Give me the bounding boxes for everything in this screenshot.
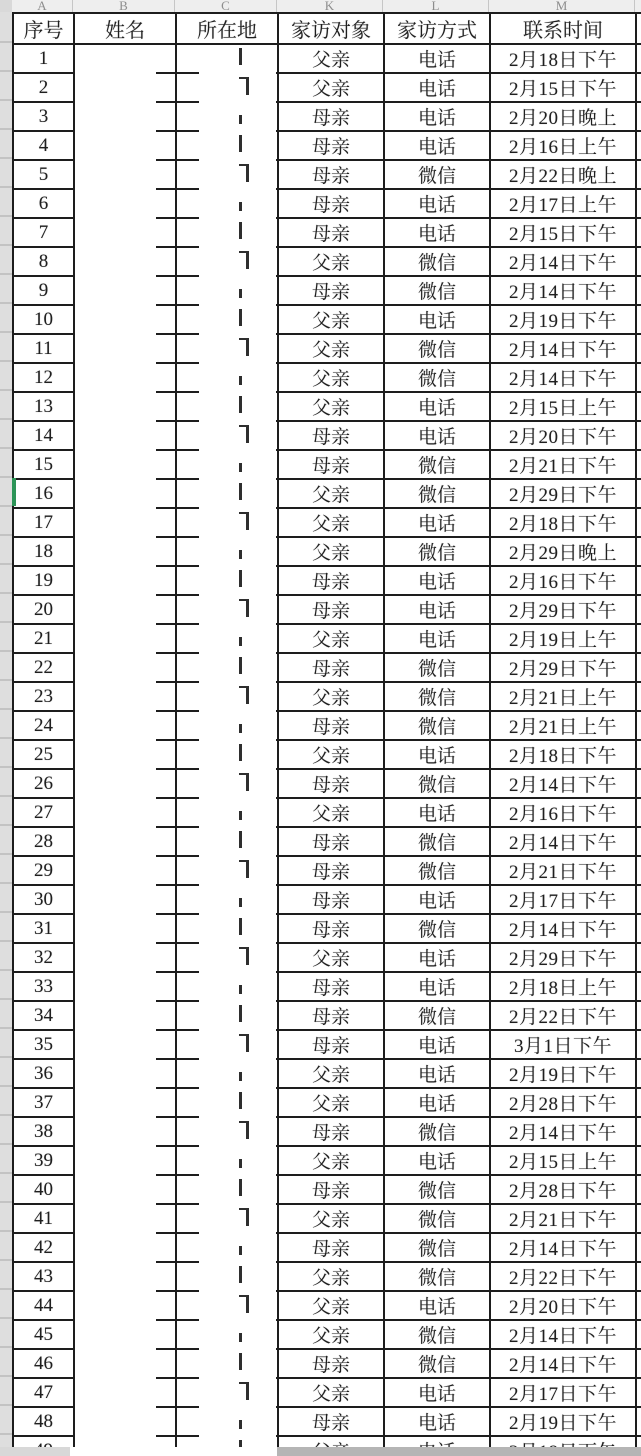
cell-visit-method[interactable]: 电话 <box>384 1291 490 1320</box>
cell-contact-time[interactable]: 2月29日下午 <box>490 653 636 682</box>
cell-visit-target[interactable]: 父亲 <box>278 740 384 769</box>
cell-contact-time[interactable]: 2月29日晚上 <box>490 537 636 566</box>
select-all-corner[interactable] <box>0 0 12 12</box>
cell-row-number[interactable]: 38 <box>13 1117 74 1146</box>
cell-row-number[interactable]: 45 <box>13 1320 74 1349</box>
cell-contact-time[interactable]: 2月14日下午 <box>490 1320 636 1349</box>
header-cell-target[interactable]: 家访对象 <box>278 13 384 44</box>
cell-sliver <box>636 624 641 653</box>
cell-visit-method[interactable]: 电话 <box>384 1378 490 1407</box>
cell-visit-method[interactable]: 电话 <box>384 885 490 914</box>
cell-contact-time[interactable]: 2月28日下午 <box>490 1088 636 1117</box>
cell-row-number[interactable]: 4 <box>13 131 74 160</box>
cell-visit-target[interactable]: 母亲 <box>278 1030 384 1059</box>
cell-contact-time[interactable]: 2月21日下午 <box>490 450 636 479</box>
cell-visit-method[interactable]: 微信 <box>384 827 490 856</box>
cell-sliver <box>636 1204 641 1233</box>
cell-visit-method[interactable]: 电话 <box>384 44 490 73</box>
cell-sliver <box>636 1378 641 1407</box>
cell-visit-target[interactable]: 母亲 <box>278 1175 384 1204</box>
cell-visit-target[interactable]: 父亲 <box>278 305 384 334</box>
cell-visit-target[interactable]: 母亲 <box>278 566 384 595</box>
cell-row-number[interactable]: 10 <box>13 305 74 334</box>
cell-visit-target[interactable]: 父亲 <box>278 624 384 653</box>
selection-indicator <box>12 478 16 506</box>
cell-visit-target[interactable]: 父亲 <box>278 682 384 711</box>
cell-sliver <box>636 798 641 827</box>
cell-contact-time[interactable]: 2月14日下午 <box>490 827 636 856</box>
cell-sliver <box>636 1349 641 1378</box>
cell-visit-target[interactable]: 母亲 <box>278 131 384 160</box>
cell-row-number[interactable]: 37 <box>13 1088 74 1117</box>
cell-visit-target[interactable]: 母亲 <box>278 421 384 450</box>
cell-sliver <box>636 595 641 624</box>
cell-contact-time[interactable]: 2月14日下午 <box>490 1233 636 1262</box>
cell-contact-time[interactable]: 2月22日下午 <box>490 1262 636 1291</box>
cell-row-number[interactable]: 36 <box>13 1059 74 1088</box>
cell-contact-time[interactable]: 2月20日下午 <box>490 421 636 450</box>
cell-contact-time[interactable]: 2月18日上午 <box>490 972 636 1001</box>
cell-visit-target[interactable]: 父亲 <box>278 247 384 276</box>
cell-visit-method[interactable]: 电话 <box>384 740 490 769</box>
cell-visit-target[interactable]: 母亲 <box>278 102 384 131</box>
cell-visit-target[interactable]: 父亲 <box>278 1291 384 1320</box>
cell-row-number[interactable]: 24 <box>13 711 74 740</box>
cell-visit-target[interactable]: 母亲 <box>278 653 384 682</box>
cell-visit-method[interactable]: 电话 <box>384 1146 490 1175</box>
cell-contact-time[interactable]: 2月28日下午 <box>490 1175 636 1204</box>
header-cell-no[interactable]: 序号 <box>13 13 74 44</box>
cell-visit-method[interactable]: 微信 <box>384 247 490 276</box>
header-row <box>13 13 641 44</box>
cell-row-number[interactable]: 44 <box>13 1291 74 1320</box>
cell-visit-method[interactable]: 电话 <box>384 1030 490 1059</box>
cell-contact-time[interactable]: 2月15日下午 <box>490 73 636 102</box>
redaction-box-name-column <box>75 45 156 1456</box>
cell-contact-time[interactable]: 2月14日下午 <box>490 914 636 943</box>
cell-contact-time[interactable]: 2月29日下午 <box>490 479 636 508</box>
cell-sliver <box>636 653 641 682</box>
cell-contact-time[interactable]: 2月19日上午 <box>490 624 636 653</box>
cell-row-number[interactable]: 29 <box>13 856 74 885</box>
cell-row-number[interactable]: 11 <box>13 334 74 363</box>
cell-visit-method[interactable]: 微信 <box>384 479 490 508</box>
cell-contact-time[interactable]: 2月19日下午 <box>490 1059 636 1088</box>
cell-visit-method[interactable]: 电话 <box>384 1407 490 1436</box>
cell-visit-method[interactable]: 微信 <box>384 914 490 943</box>
cell-row-number[interactable]: 35 <box>13 1030 74 1059</box>
cell-contact-time[interactable]: 2月17日下午 <box>490 885 636 914</box>
cell-sliver <box>636 1059 641 1088</box>
cell-contact-time[interactable]: 2月17日下午 <box>490 1378 636 1407</box>
cell-visit-target[interactable]: 父亲 <box>278 392 384 421</box>
cell-row-number[interactable]: 12 <box>13 363 74 392</box>
cell-visit-target[interactable]: 父亲 <box>278 1378 384 1407</box>
cell-contact-time[interactable]: 2月22日下午 <box>490 1001 636 1030</box>
cell-visit-method[interactable]: 微信 <box>384 160 490 189</box>
cell-visit-target[interactable]: 母亲 <box>278 450 384 479</box>
column-header-next-sliver <box>635 0 641 12</box>
cell-row-number[interactable]: 48 <box>13 1407 74 1436</box>
cell-row-number[interactable]: 3 <box>13 102 74 131</box>
cell-sliver <box>636 421 641 450</box>
cell-visit-target[interactable]: 母亲 <box>278 160 384 189</box>
cell-contact-time[interactable]: 2月20日下午 <box>490 1291 636 1320</box>
cell-row-number[interactable]: 40 <box>13 1175 74 1204</box>
cell-row-number[interactable]: 33 <box>13 972 74 1001</box>
cell-sliver <box>636 711 641 740</box>
cell-row-number[interactable]: 25 <box>13 740 74 769</box>
cell-visit-target[interactable]: 父亲 <box>278 73 384 102</box>
cell-contact-time[interactable]: 2月18日下午 <box>490 740 636 769</box>
cell-visit-target[interactable]: 母亲 <box>278 769 384 798</box>
cell-sliver <box>636 856 641 885</box>
cell-contact-time[interactable]: 2月22日晚上 <box>490 160 636 189</box>
cell-visit-target[interactable]: 父亲 <box>278 1262 384 1291</box>
cell-sliver <box>636 44 641 73</box>
cell-contact-time[interactable]: 2月16日下午 <box>490 566 636 595</box>
cell-contact-time[interactable]: 2月19日下午 <box>490 305 636 334</box>
header-cell-location[interactable]: 所在地 <box>176 13 278 44</box>
cell-visit-method[interactable]: 微信 <box>384 1204 490 1233</box>
cell-sliver <box>636 102 641 131</box>
column-header-M[interactable]: M <box>489 0 635 12</box>
cell-sliver <box>636 276 641 305</box>
cell-contact-time[interactable]: 2月14日下午 <box>490 769 636 798</box>
cell-row-number[interactable]: 16 <box>13 479 74 508</box>
cell-visit-method[interactable]: 电话 <box>384 972 490 1001</box>
column-header-K[interactable]: K <box>277 0 383 12</box>
header-cell-time[interactable]: 联系时间 <box>490 13 636 44</box>
cell-sliver <box>636 1175 641 1204</box>
cell-sliver <box>636 392 641 421</box>
cell-sliver <box>636 508 641 537</box>
cell-sliver <box>636 218 641 247</box>
cell-sliver <box>636 189 641 218</box>
cell-row-number[interactable]: 26 <box>13 769 74 798</box>
cell-row-number[interactable]: 47 <box>13 1378 74 1407</box>
cell-row-number[interactable]: 17 <box>13 508 74 537</box>
cell-visit-target[interactable]: 父亲 <box>278 508 384 537</box>
cell-visit-method[interactable]: 电话 <box>384 943 490 972</box>
cell-contact-time[interactable]: 2月18日下午 <box>490 508 636 537</box>
cell-row-number[interactable]: 20 <box>13 595 74 624</box>
cell-row-number[interactable]: 2 <box>13 73 74 102</box>
cell-row-number[interactable]: 23 <box>13 682 74 711</box>
cell-visit-method[interactable]: 微信 <box>384 1262 490 1291</box>
cell-row-number[interactable]: 43 <box>13 1262 74 1291</box>
cell-row-number[interactable]: 1 <box>13 44 74 73</box>
cell-row-number[interactable]: 7 <box>13 218 74 247</box>
cell-visit-target[interactable]: 母亲 <box>278 1001 384 1030</box>
cell-visit-method[interactable]: 微信 <box>384 363 490 392</box>
column-header-A[interactable]: A <box>12 0 73 12</box>
cell-row-number[interactable]: 14 <box>13 421 74 450</box>
cell-visit-method[interactable]: 微信 <box>384 276 490 305</box>
cell-sliver <box>636 131 641 160</box>
cell-visit-target[interactable]: 母亲 <box>278 1407 384 1436</box>
cell-contact-time[interactable]: 2月15日上午 <box>490 392 636 421</box>
bottom-crop-bar <box>277 1447 641 1456</box>
cell-visit-target[interactable]: 母亲 <box>278 276 384 305</box>
cell-row-number[interactable]: 6 <box>13 189 74 218</box>
cell-sliver <box>636 537 641 566</box>
cell-contact-time[interactable]: 2月21日上午 <box>490 682 636 711</box>
cell-row-number[interactable]: 5 <box>13 160 74 189</box>
cell-row-number[interactable]: 41 <box>13 1204 74 1233</box>
cell-row-number[interactable]: 28 <box>13 827 74 856</box>
cell-visit-method[interactable]: 电话 <box>384 595 490 624</box>
cell-visit-method[interactable]: 微信 <box>384 334 490 363</box>
cell-sliver <box>636 914 641 943</box>
cell-visit-method[interactable]: 电话 <box>384 73 490 102</box>
cell-visit-method[interactable]: 微信 <box>384 1320 490 1349</box>
cell-visit-target[interactable]: 母亲 <box>278 885 384 914</box>
cell-visit-method[interactable]: 微信 <box>384 1117 490 1146</box>
cell-visit-target[interactable]: 父亲 <box>278 943 384 972</box>
cell-visit-method[interactable]: 电话 <box>384 1088 490 1117</box>
cell-contact-time[interactable]: 2月15日下午 <box>490 218 636 247</box>
cell-visit-target[interactable]: 母亲 <box>278 827 384 856</box>
cell-sliver <box>636 885 641 914</box>
cell-visit-method[interactable]: 电话 <box>384 392 490 421</box>
cell-visit-target[interactable]: 母亲 <box>278 914 384 943</box>
cell-row-number[interactable]: 21 <box>13 624 74 653</box>
cell-visit-target[interactable]: 父亲 <box>278 1059 384 1088</box>
cell-sliver <box>636 160 641 189</box>
cell-contact-time[interactable]: 2月18日下午 <box>490 44 636 73</box>
cell-row-number[interactable]: 22 <box>13 653 74 682</box>
cell-visit-target[interactable]: 母亲 <box>278 189 384 218</box>
redaction-box-location-column <box>199 45 276 1456</box>
cell-visit-method[interactable]: 微信 <box>384 1233 490 1262</box>
cell-visit-target[interactable]: 父亲 <box>278 1146 384 1175</box>
cell-contact-time[interactable]: 2月14日下午 <box>490 276 636 305</box>
cell-row-number[interactable]: 18 <box>13 537 74 566</box>
cell-visit-target[interactable]: 母亲 <box>278 1349 384 1378</box>
cell-row-number[interactable]: 30 <box>13 885 74 914</box>
cell-sliver <box>636 1291 641 1320</box>
header-cell-method[interactable]: 家访方式 <box>384 13 490 44</box>
cell-visit-method[interactable]: 微信 <box>384 450 490 479</box>
header-cell-sliver <box>636 13 641 44</box>
cell-sliver <box>636 1117 641 1146</box>
cell-visit-method[interactable]: 微信 <box>384 1349 490 1378</box>
cell-visit-method[interactable]: 电话 <box>384 624 490 653</box>
cell-contact-time[interactable]: 2月19日下午 <box>490 1407 636 1436</box>
cell-contact-time[interactable]: 2月21日下午 <box>490 1204 636 1233</box>
cell-visit-target[interactable]: 父亲 <box>278 537 384 566</box>
column-letter-strip <box>12 0 641 12</box>
header-cell-name[interactable]: 姓名 <box>74 13 176 44</box>
cell-contact-time[interactable]: 2月14日下午 <box>490 363 636 392</box>
cell-sliver <box>636 566 641 595</box>
cell-visit-method[interactable]: 微信 <box>384 653 490 682</box>
cell-contact-time[interactable]: 2月20日晚上 <box>490 102 636 131</box>
cell-row-number[interactable]: 31 <box>13 914 74 943</box>
cell-sliver <box>636 363 641 392</box>
cell-visit-method[interactable]: 微信 <box>384 682 490 711</box>
cell-visit-target[interactable]: 母亲 <box>278 711 384 740</box>
cell-visit-target[interactable]: 父亲 <box>278 1320 384 1349</box>
cell-visit-method[interactable]: 电话 <box>384 218 490 247</box>
cell-visit-target[interactable]: 父亲 <box>278 798 384 827</box>
cell-contact-time[interactable]: 2月21日上午 <box>490 711 636 740</box>
cell-visit-method[interactable]: 微信 <box>384 537 490 566</box>
cell-sliver <box>636 334 641 363</box>
cell-visit-method[interactable]: 微信 <box>384 769 490 798</box>
cell-sliver <box>636 769 641 798</box>
cell-visit-method[interactable]: 电话 <box>384 131 490 160</box>
bottom-crop-bar-light-segment <box>0 1447 70 1456</box>
cell-contact-time[interactable]: 2月16日上午 <box>490 131 636 160</box>
cell-visit-method[interactable]: 电话 <box>384 508 490 537</box>
column-header-B[interactable]: B <box>73 0 175 12</box>
cell-contact-time[interactable]: 2月15日上午 <box>490 1146 636 1175</box>
cell-visit-method[interactable]: 电话 <box>384 189 490 218</box>
cell-contact-time[interactable]: 2月14日下午 <box>490 247 636 276</box>
cell-contact-time[interactable]: 2月14日下午 <box>490 334 636 363</box>
cell-visit-target[interactable]: 母亲 <box>278 1117 384 1146</box>
cell-sliver <box>636 450 641 479</box>
cell-visit-target[interactable]: 母亲 <box>278 972 384 1001</box>
cell-visit-method[interactable]: 电话 <box>384 421 490 450</box>
cell-visit-method[interactable]: 微信 <box>384 1001 490 1030</box>
cell-sliver <box>636 943 641 972</box>
cell-row-number[interactable]: 9 <box>13 276 74 305</box>
cell-sliver <box>636 73 641 102</box>
bottom-crop-bar-white-segment <box>70 1447 277 1456</box>
column-header-L[interactable]: L <box>383 0 489 12</box>
cell-contact-time[interactable]: 2月16日下午 <box>490 798 636 827</box>
row-header-strip[interactable] <box>0 12 12 1447</box>
cell-visit-target[interactable]: 父亲 <box>278 363 384 392</box>
cell-sliver <box>636 1088 641 1117</box>
cell-visit-method[interactable]: 电话 <box>384 305 490 334</box>
cell-sliver <box>636 740 641 769</box>
cell-row-number[interactable]: 19 <box>13 566 74 595</box>
cell-visit-target[interactable]: 母亲 <box>278 856 384 885</box>
cell-sliver <box>636 1320 641 1349</box>
cell-visit-method[interactable]: 电话 <box>384 798 490 827</box>
cell-row-number[interactable]: 27 <box>13 798 74 827</box>
cell-row-number[interactable]: 32 <box>13 943 74 972</box>
cell-sliver <box>636 1001 641 1030</box>
cell-sliver <box>636 305 641 334</box>
cell-visit-target[interactable]: 父亲 <box>278 1088 384 1117</box>
cell-contact-time[interactable]: 2月29日下午 <box>490 943 636 972</box>
cell-contact-time[interactable]: 2月17日上午 <box>490 189 636 218</box>
cell-sliver <box>636 247 641 276</box>
cell-visit-target[interactable]: 母亲 <box>278 218 384 247</box>
cell-visit-target[interactable]: 母亲 <box>278 1233 384 1262</box>
cell-row-number[interactable]: 13 <box>13 392 74 421</box>
cell-visit-target[interactable]: 父亲 <box>278 334 384 363</box>
cell-visit-method[interactable]: 电话 <box>384 1059 490 1088</box>
cell-visit-method[interactable]: 电话 <box>384 566 490 595</box>
cell-sliver <box>636 479 641 508</box>
cell-contact-time[interactable]: 3月1日下午 <box>490 1030 636 1059</box>
cell-sliver <box>636 1407 641 1436</box>
cell-row-number[interactable]: 39 <box>13 1146 74 1175</box>
cell-row-number[interactable]: 34 <box>13 1001 74 1030</box>
cell-contact-time[interactable]: 2月14日下午 <box>490 1117 636 1146</box>
cell-visit-method[interactable]: 微信 <box>384 856 490 885</box>
cell-visit-method[interactable]: 微信 <box>384 711 490 740</box>
cell-row-number[interactable]: 15 <box>13 450 74 479</box>
cell-sliver <box>636 972 641 1001</box>
cell-row-number[interactable]: 42 <box>13 1233 74 1262</box>
cell-visit-method[interactable]: 微信 <box>384 1175 490 1204</box>
cell-visit-target[interactable]: 母亲 <box>278 595 384 624</box>
cell-sliver <box>636 1030 641 1059</box>
cell-sliver <box>636 827 641 856</box>
cell-visit-method[interactable]: 电话 <box>384 102 490 131</box>
cell-row-number[interactable]: 46 <box>13 1349 74 1378</box>
cell-visit-target[interactable]: 父亲 <box>278 1204 384 1233</box>
column-header-C[interactable]: C <box>175 0 277 12</box>
cell-contact-time[interactable]: 2月14日下午 <box>490 1349 636 1378</box>
cell-contact-time[interactable]: 2月21日下午 <box>490 856 636 885</box>
cell-sliver <box>636 1262 641 1291</box>
cell-visit-target[interactable]: 父亲 <box>278 479 384 508</box>
cell-sliver <box>636 1146 641 1175</box>
cell-row-number[interactable]: 8 <box>13 247 74 276</box>
cell-sliver <box>636 682 641 711</box>
cell-sliver <box>636 1233 641 1262</box>
cell-visit-target[interactable]: 父亲 <box>278 44 384 73</box>
cell-contact-time[interactable]: 2月29日下午 <box>490 595 636 624</box>
